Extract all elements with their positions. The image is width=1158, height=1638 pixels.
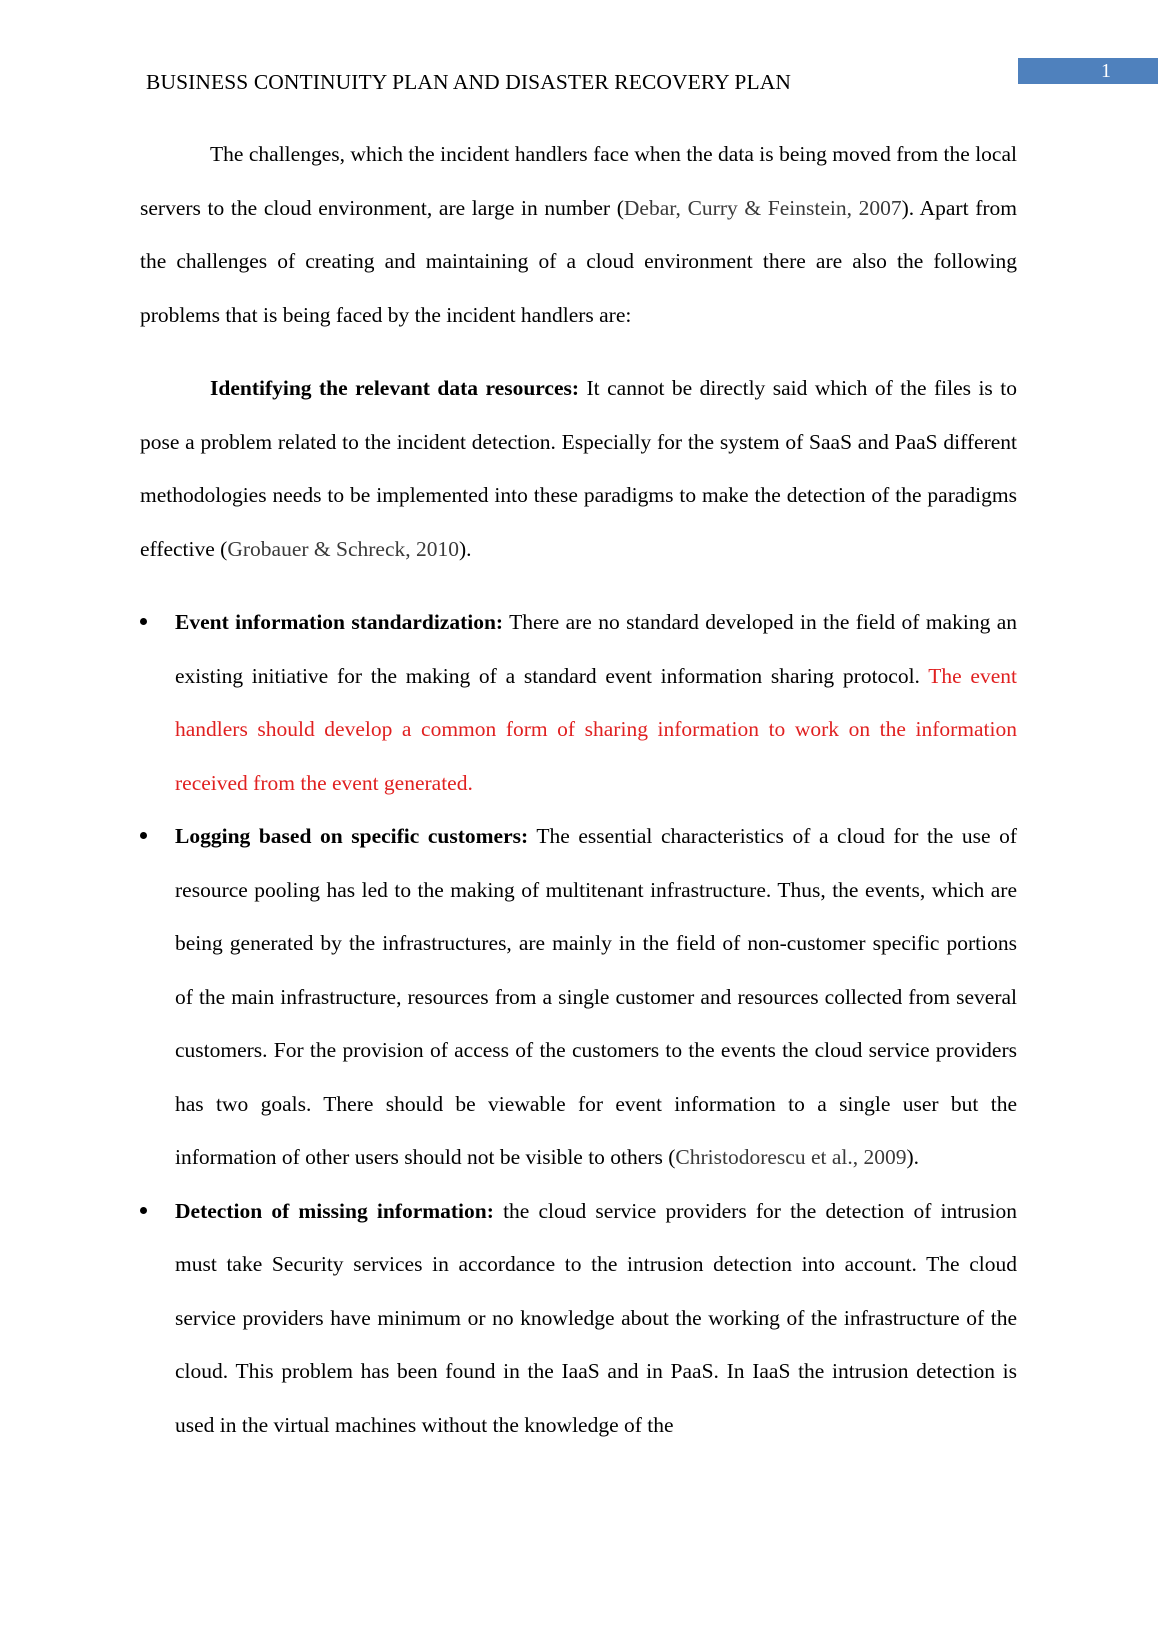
inline-heading: Logging based on specific customers: xyxy=(175,824,529,848)
paragraph-text: ). Apart from the challenges of creating and maintaining of a cloud environment there are also the following problems that is being faced by the incident handlers are: xyxy=(140,195,1017,327)
paragraph-intro xyxy=(140,128,1017,342)
bullet-item-missing-information xyxy=(140,1185,1017,1453)
inline-heading: Detection of missing information: xyxy=(175,1198,494,1223)
paragraph-text: The challenges, which the incident handlers face when the data is being moved from the local servers to the cloud environment, are large in number ( xyxy=(140,142,1017,220)
citation: Grobauer & Schreck, 2010 xyxy=(227,536,459,561)
bullet-icon xyxy=(140,618,147,625)
bullet-item-event-standardization xyxy=(140,596,1017,810)
bullet-text: There are no standard developed in the field of making an existing initiative for the making of a standard event information sharing protocol. xyxy=(175,610,1017,688)
bullet-text: the cloud service providers for the detection of intrusion must take Security services in accordance to the intrusion detection into account. The cloud service providers have minimum or no knowledge about the working of the infrastructure of the cloud. This problem has been found in the IaaS and in PaaS. In IaaS the intrusion detection is used in the virtual machines without the knowledge of the xyxy=(175,1198,1017,1437)
running-head: BUSINESS CONTINUITY PLAN AND DISASTER RECOVERY PLAN xyxy=(146,70,791,94)
bullet-text: ). xyxy=(906,1145,920,1169)
bullet-icon xyxy=(140,832,147,839)
bullet-text: The essential characteristics of a cloud for the use of resource pooling has led to the making of multitenant infrastructure. Thus, the events, which are being generated by the infrastructures, are mainly in the field of non-customer specific portions of the main infrastructure, resources from a single customer and resources collected from several customers. For the provision of access of the customers to the events the cloud service providers has two goals. There should be viewable for event information to a single user but the information of other users should not be visible to others ( xyxy=(175,824,1017,1169)
paragraph-text: ). xyxy=(459,536,472,561)
highlighted-text: The event handlers should develop a common form of sharing information to work on the information received from the event generated. xyxy=(175,663,1017,795)
bullet-icon xyxy=(140,1207,147,1214)
bullet-item-customer-logging xyxy=(140,810,1017,1185)
citation: Christodorescu et al., 2009 xyxy=(675,1145,907,1169)
paragraph-identifying-resources xyxy=(140,362,1017,576)
inline-heading: Identifying the relevant data resources: xyxy=(210,376,580,400)
bullet-list xyxy=(140,596,1017,1452)
inline-heading: Event information standardization: xyxy=(175,610,504,634)
paragraph-text: It cannot be directly said which of the files is to pose a problem related to the incident detection. Especially for the system of SaaS and PaaS different methodologies needs to be implemented into these paradigms to make the detection of the paradigms effective ( xyxy=(140,376,1017,561)
page-number: 1 xyxy=(1101,60,1111,82)
document-body xyxy=(140,128,1017,1452)
citation: Debar, Curry & Feinstein, 2007 xyxy=(623,195,902,220)
